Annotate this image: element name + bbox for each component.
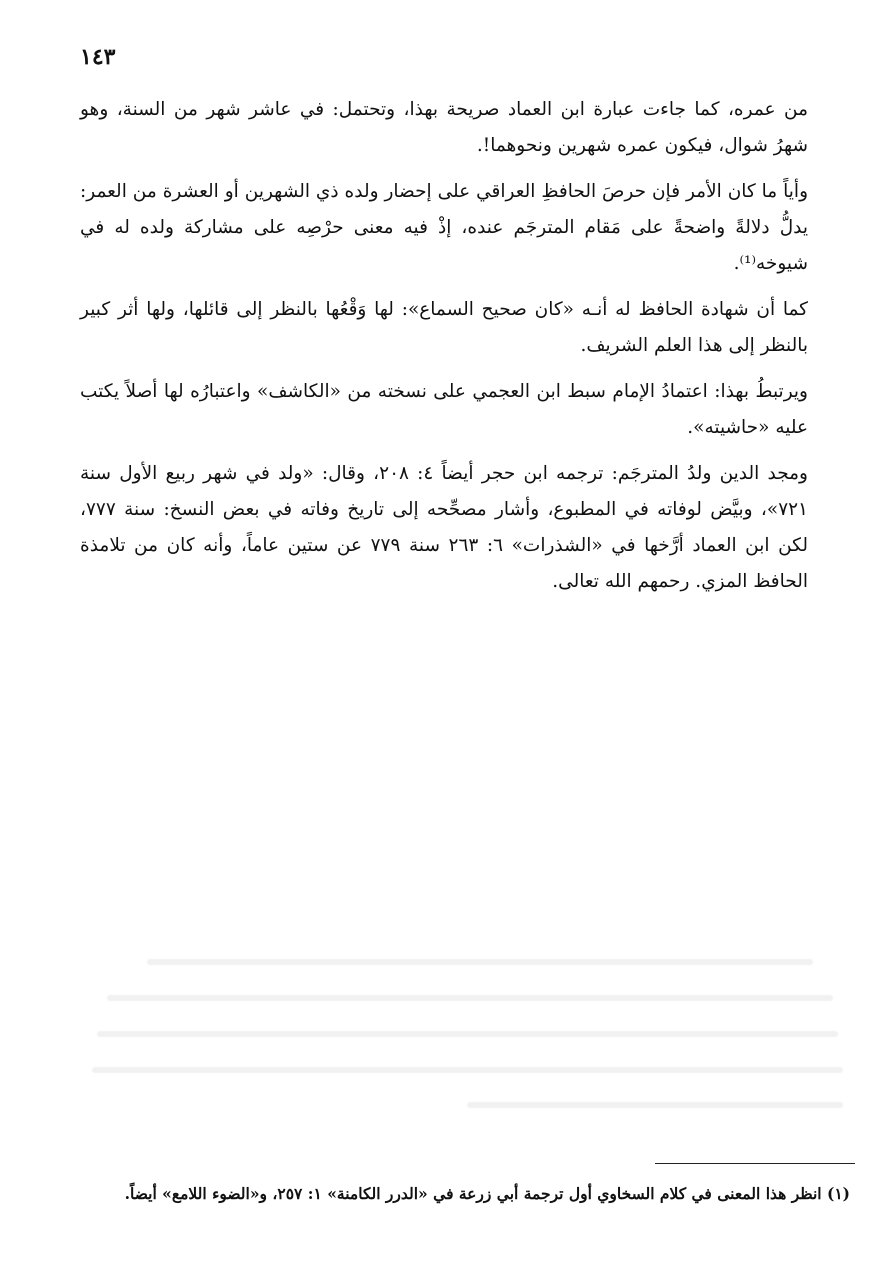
paragraph: ويرتبطُ بهذا: اعتمادُ الإمام سبط ابن العجمي على نسخته من «الكاشف» واعتبارُه لها أصلاً يكتب عليه «حاشيته».: [80, 381, 808, 438]
main-text: [80, 92, 808, 610]
footnote: (١) انظر هذا المعنى في كلام السخاوي أول ترجمة أبي زرعة في «الدرر الكامنة» ١: ٢٥٧، و«الضوء اللامع» أيضاً.: [124, 1184, 850, 1203]
bleed-through-texture: [90, 950, 860, 1130]
footnote-separator: [655, 1163, 855, 1164]
paragraph: ومجد الدين ولدُ المترجَم: ترجمه ابن حجر أيضاً ٤: ٢٠٨، وقال: «ولد في شهر ربيع الأول سنة ٧٢١»، وبيَّض لوفاته في المطبوع، وأشار مصحِّحه إلى تاريخ وفاته في بعض النسخ: سنة ٧٧٧، لكن ابن العماد أرَّخها في «الشذرات» ٦: ٢٦٣ سنة ٧٧٩ عن ستين عاماً، وأنه كان من تلامذة الحافظ المزي. رحمهم الله تعالى.: [80, 463, 809, 592]
paragraph: من عمره، كما جاءت عبارة ابن العماد صريحة بهذا، وتحتمل: في عاشر شهر من السنة، وهو شهرُ شوال، فيكون عمره شهرين ونحوهما!.: [80, 99, 808, 156]
paragraph: وأياً ما كان الأمر فإن حرصَ الحافظِ العراقي على إحضار ولده ذي الشهرين أو العشرة من العمر: يدلُّ دلالةً واضحةً على مَقام المترجَم عنده، إذْ فيه معنى حرْصِه على مشاركة ولده له في شيوخه⁽¹⁾.: [80, 181, 808, 274]
paragraph: كما أن شهادة الحافظ له أنـه «كان صحيح السماع»: لها وَقْعُها بالنظر إلى قائلها، ولها أثر كبير بالنظر إلى هذا العلم الشريف.: [80, 299, 808, 356]
bleed-through-svg: [90, 950, 860, 1120]
page-number: ١٤٣: [80, 44, 116, 70]
